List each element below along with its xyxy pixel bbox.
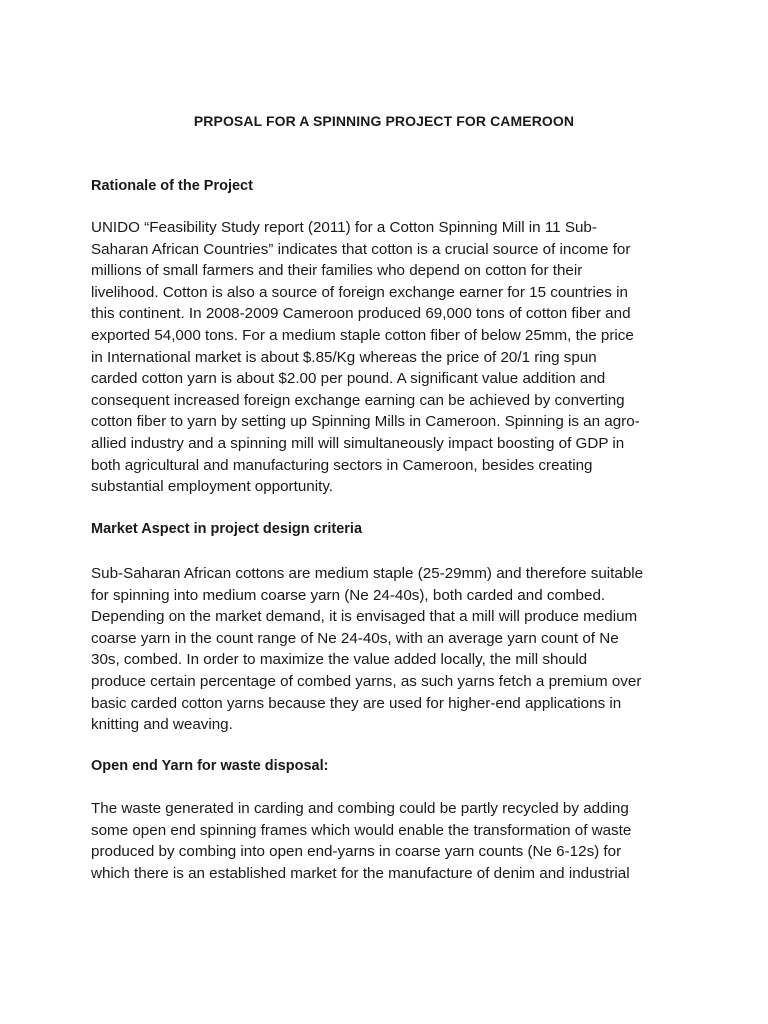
paragraph-line: produce certain percentage of combed yarns, as such yarns fetch a premium over [91,672,642,690]
paragraph-line: Saharan African Countries” indicates that cotton is a crucial source of income for [91,240,631,258]
paragraph-line: 30s, combed. In order to maximize the value added locally, the mill should [91,651,588,669]
paragraph-line: knitting and weaving. [91,716,233,734]
section-paragraph-open-end-yarn [91,798,689,884]
paragraph-line: livelihood. Cotton is also a source of foreign exchange earner for 15 countries in [91,283,628,301]
paragraph-line: which there is an established market for the manufacture of denim and industrial [91,864,630,882]
paragraph-line: consequent increased foreign exchange earning can be achieved by converting [91,391,625,409]
paragraph-line: substantial employment opportunity. [91,478,334,496]
paragraph-line: Depending on the market demand, it is envisaged that a mill will produce medium [91,608,638,626]
section-heading-rationale: Rationale of the Project [91,178,253,194]
paragraph-line: basic carded cotton yarns because they are used for higher-end applications in [91,694,622,712]
paragraph-line: UNIDO “Feasibility Study report (2011) for a Cotton Spinning Mill in 11 Sub- [91,219,597,236]
section-heading-market-aspect: Market Aspect in project design criteria [91,521,363,537]
paragraph-line: both agricultural and manufacturing sectors in Cameroon, besides creating [91,456,593,474]
section-paragraph-market-aspect [91,563,689,736]
document-title: PRPOSAL FOR A SPINNING PROJECT FOR CAMEROON [193,113,575,129]
paragraph-line: some open end spinning frames which would enable the transformation of waste [91,821,632,839]
paragraph-line: for spinning into medium coarse yarn (Ne 24-40s), both carded and combed. [91,586,606,604]
paragraph-line: produced by combing into open end-yarns in coarse yarn counts (Ne 6-12s) for [91,843,622,861]
paragraph-line: in International market is about $.85/Kg whereas the price of 20/1 ring spun [91,348,597,366]
paragraph-line: Sub-Saharan African cottons are medium staple (25-29mm) and therefore suitable [91,565,644,582]
paragraph-line: coarse yarn in the count range of Ne 24-40s, with an average yarn count of Ne [91,629,619,647]
section-heading-open-end-yarn: Open end Yarn for waste disposal: [91,758,329,774]
paragraph-line: The waste generated in carding and combing could be partly recycled by adding [91,800,629,817]
section-paragraph-rationale [91,217,689,498]
paragraph-line: this continent. In 2008-2009 Cameroon produced 69,000 tons of cotton fiber and [91,305,631,323]
paragraph-line: carded cotton yarn is about $2.00 per pound. A significant value addition and [91,370,606,388]
paragraph-line: allied industry and a spinning mill will simultaneously impact boosting of GDP in [91,434,625,452]
paragraph-line: cotton fiber to yarn by setting up Spinning Mills in Cameroon. Spinning is an agro- [91,413,640,431]
paragraph-line: millions of small farmers and their families who depend on cotton for their [91,262,583,280]
paragraph-line: exported 54,000 tons. For a medium staple cotton fiber of below 25mm, the price [91,326,634,344]
